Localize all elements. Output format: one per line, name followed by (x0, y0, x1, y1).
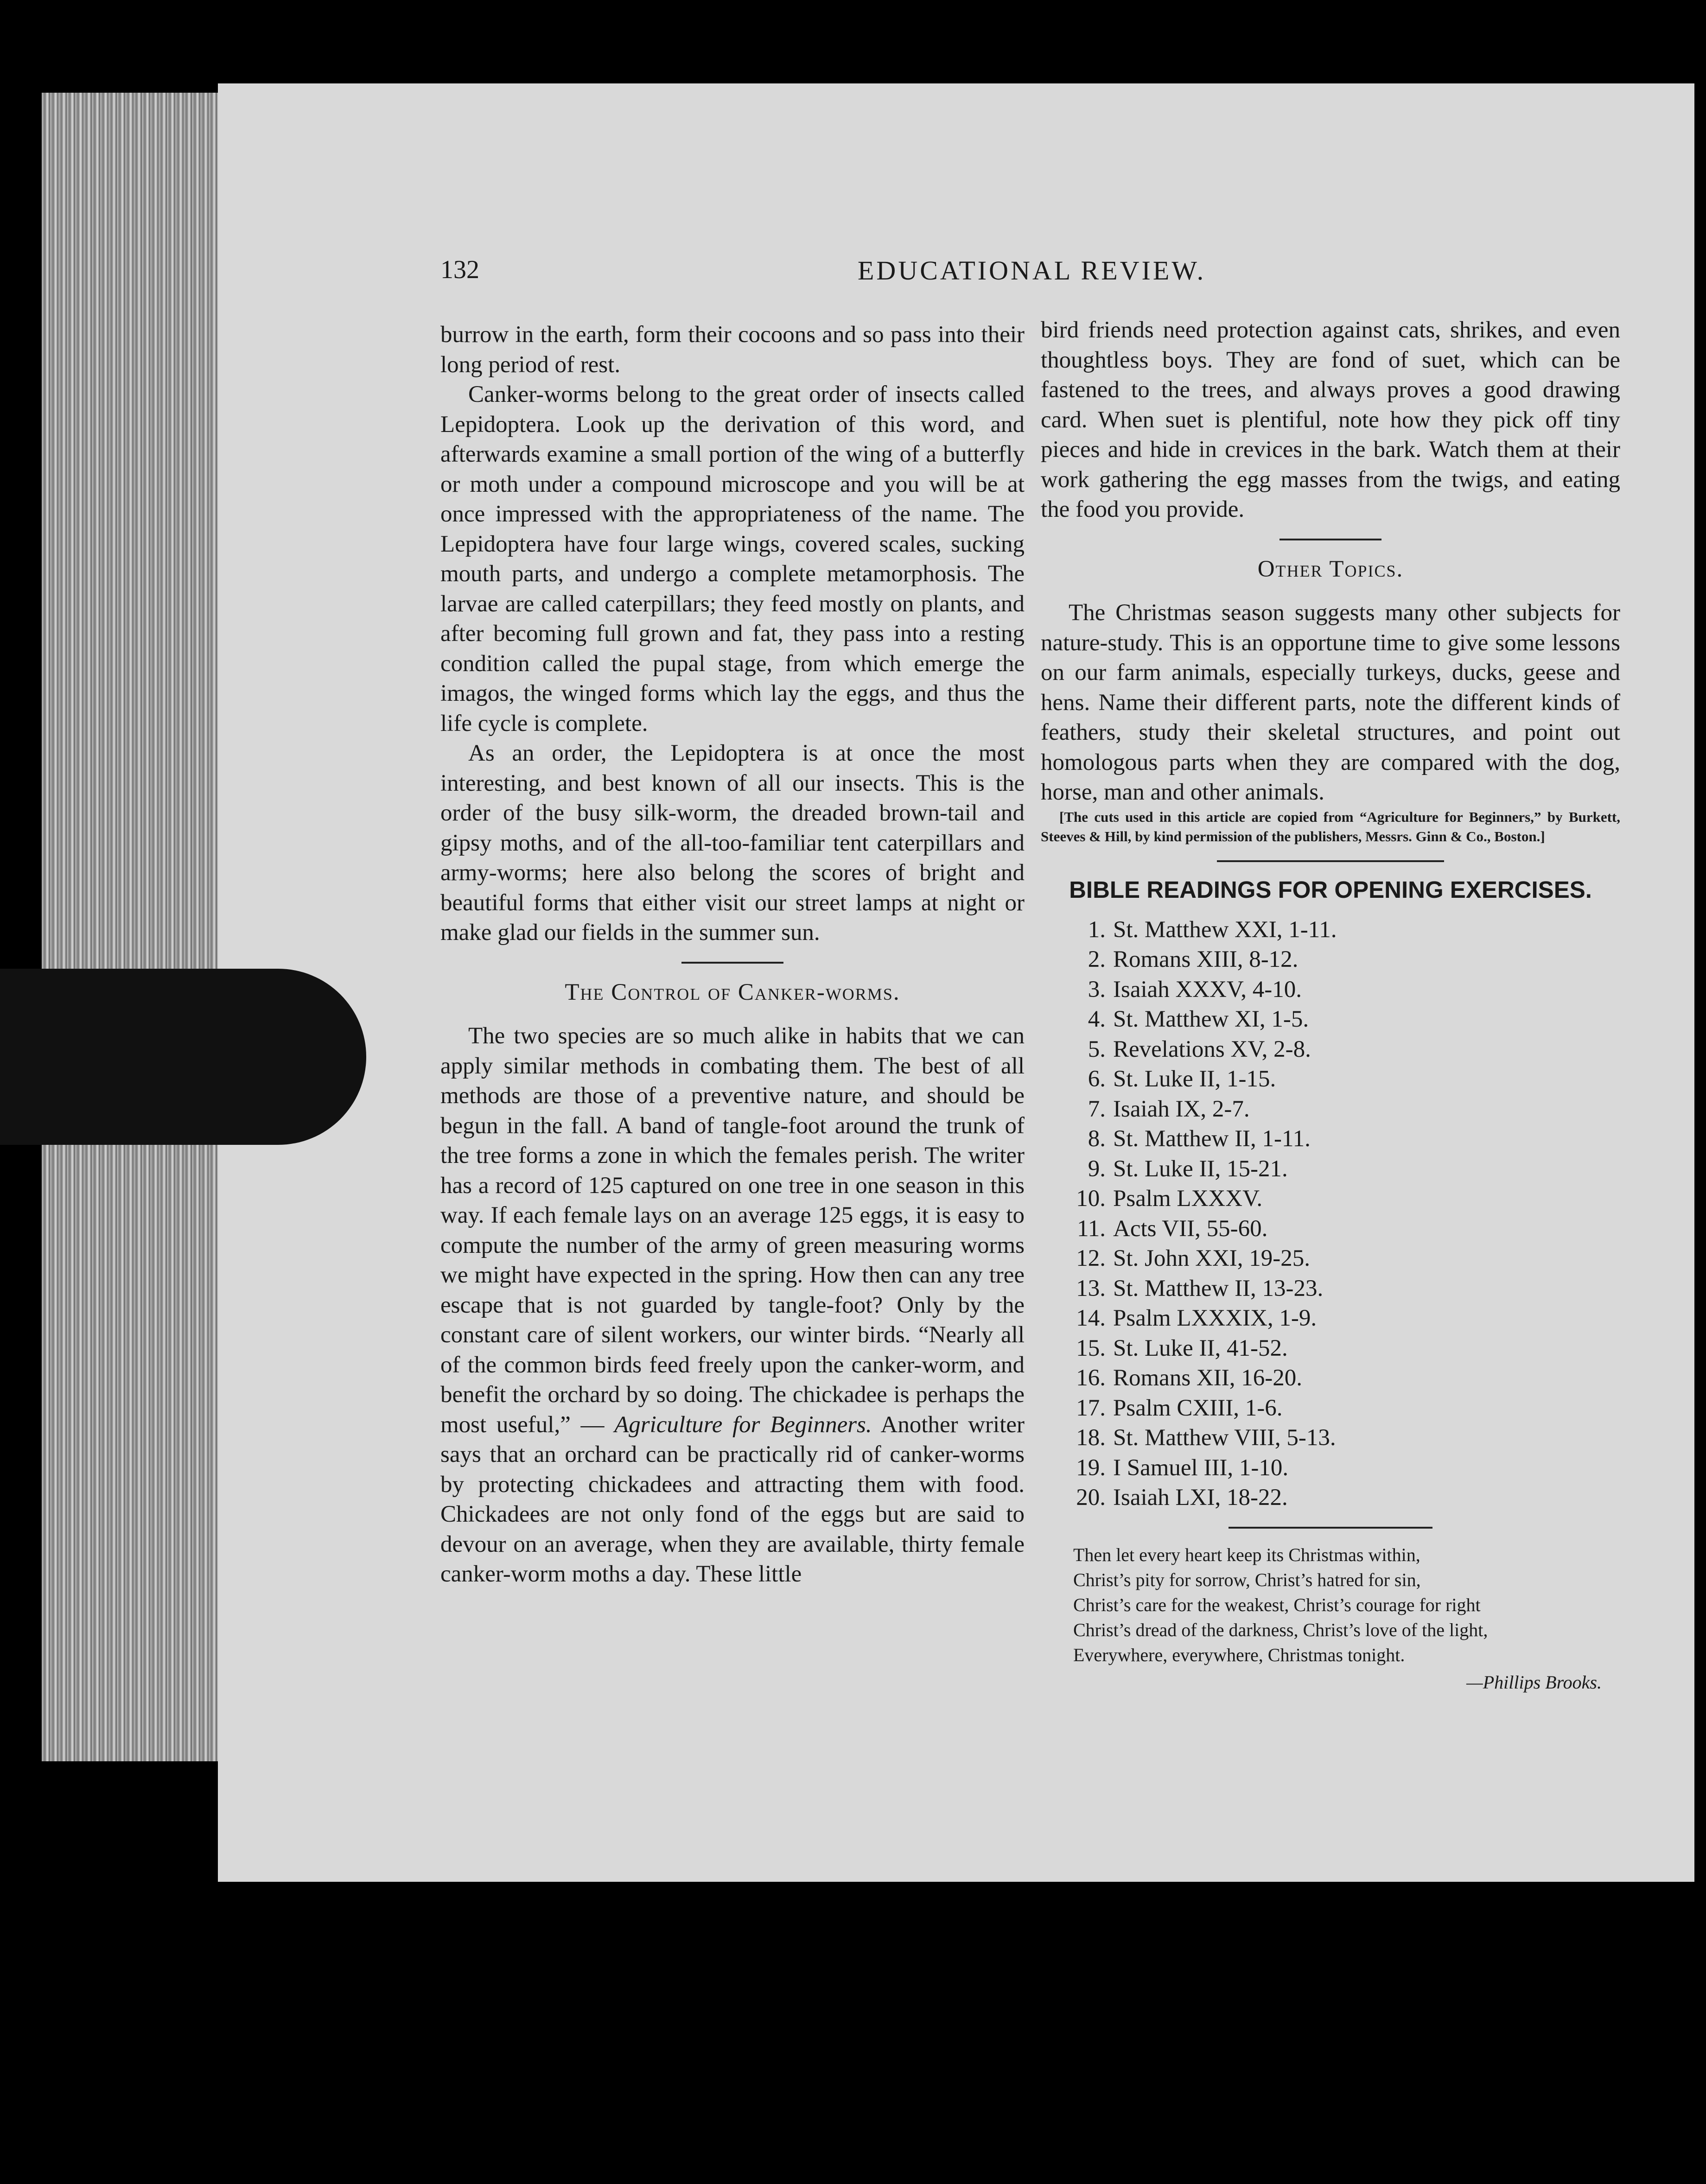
list-item (1059, 1154, 1620, 1184)
list-item (1059, 1094, 1620, 1124)
paragraph: As an order, the Lepidoptera is at once the most interesting, and best known of all our insects. This is the order of the busy silk-worm, the dreaded brown-tail and gipsy moths, and of the all-too-familiar tent caterpillars and army-worms; here also belong the scores of bright and beautiful forms that either visit our street lamps at night or make glad our fields in the summer sun. (440, 740, 1025, 946)
list-item (1059, 1244, 1620, 1274)
item-text: Psalm CXIII, 1-6. (1113, 1395, 1283, 1421)
list-item (1059, 1124, 1620, 1154)
item-number: 9. (1088, 1155, 1106, 1182)
item-text: Psalm LXXXIX, 1-9. (1113, 1305, 1317, 1331)
poem-line: Christ’s pity for sorrow, Christ’s hatred for sin, (1073, 1569, 1421, 1590)
list-item (1059, 1004, 1620, 1035)
poem-line: Everywhere, everywhere, Christmas tonight. (1073, 1644, 1405, 1665)
bible-readings-heading: BIBLE READINGS FOR OPENING EXERCISES. (1069, 876, 1592, 903)
readings-list (1059, 915, 1620, 1513)
list-item (1059, 1453, 1620, 1483)
section-divider (1217, 860, 1444, 862)
item-text: St. Matthew II, 13-23. (1113, 1275, 1324, 1302)
poem-line: Christ’s care for the weakest, Christ’s courage for right (1073, 1594, 1481, 1615)
paragraph (440, 1021, 1025, 1589)
item-number: 13. (1076, 1275, 1106, 1302)
list-item (1059, 1064, 1620, 1094)
item-text: Isaiah IX, 2-7. (1113, 1096, 1250, 1122)
footnote: [The cuts used in this article are copied from “Agriculture for Beginners,” by Burkett, Steeves & Hill, by kind permission of the publishers, Messrs. Ginn & Co., Boston.] (1041, 808, 1620, 844)
item-number: 17. (1076, 1395, 1106, 1421)
item-number: 2. (1088, 946, 1106, 972)
list-item (1059, 1274, 1620, 1304)
item-number: 6. (1088, 1066, 1106, 1092)
list-item (1059, 975, 1620, 1005)
paragraph: bird friends need protection against cats, shrikes, and even thoughtless boys. They are fond of suet, which can be fastened to the trees, and always proves a good drawing card. When suet is plentiful, note how they pick off tiny pieces and hide in crevices in the bark. Watch them at their work gathering the egg masses from the twigs, and eating the food you provide. (1041, 317, 1620, 522)
section-divider (681, 962, 783, 964)
list-item (1059, 1423, 1620, 1453)
list-item (1059, 1184, 1620, 1214)
running-title: EDUCATIONAL REVIEW. (858, 255, 1206, 286)
item-number: 1. (1088, 916, 1106, 943)
item-text: St. Luke II, 41-52. (1113, 1335, 1288, 1361)
list-item (1059, 915, 1620, 945)
item-number: 18. (1076, 1425, 1106, 1451)
item-text: St. Matthew II, 1-11. (1113, 1126, 1311, 1152)
item-number: 5. (1088, 1036, 1106, 1062)
paragraph: burrow in the earth, form their cocoons and so pass into their long period of rest. (440, 322, 1025, 378)
page-number: 132 (440, 255, 479, 284)
book-page-edges (42, 93, 227, 1761)
item-number: 20. (1076, 1485, 1106, 1511)
item-text: Acts VII, 55-60. (1113, 1215, 1268, 1242)
poem-line: Then let every heart keep its Christmas within, (1073, 1544, 1420, 1565)
item-text: St. John XXI, 19-25. (1113, 1245, 1311, 1271)
item-text: I Samuel III, 1-10. (1113, 1454, 1289, 1481)
section-title: The Control of Canker-worms. (565, 979, 900, 1005)
item-text: Psalm LXXXV. (1113, 1186, 1263, 1212)
thumb-shadow (0, 969, 366, 1145)
section-title: Other Topics. (1257, 556, 1404, 582)
list-item (1059, 1483, 1620, 1513)
item-number: 11. (1077, 1215, 1106, 1242)
item-text: St. Matthew XI, 1-5. (1113, 1006, 1309, 1032)
item-number: 3. (1088, 976, 1106, 1003)
item-text: Isaiah XXXV, 4-10. (1113, 976, 1302, 1003)
list-item (1059, 1393, 1620, 1423)
paragraph-text: The two species are so much alike in habits that we can apply similar methods in combating them. The best of all methods are those of a preventive nature, and should be begun in the fall. A band of tangle-foot around the trunk of the tree forms a zone in which the females perish. The writer has a record of 125 captured on one tree in one season in this way. If each female lays on an average 125 eggs, it is easy to compute the number of the army of green measuring worms we might have expected in the spring. How then can any tree escape that is not guarded by tangle-foot? Only by the constant care of silent workers, our winter birds. “Nearly all of the common birds feed freely upon the canker-worm, and benefit the orchard by so doing. The chickadee is perhaps the most useful,” — (440, 1023, 1025, 1438)
paragraph: Canker-worms belong to the great order of insects called Lepidoptera. Look up the derivation of this word, and afterwards examine a small portion of the wing of a butterfly or moth under a compound microscope and you will be at once impressed with the appropriateness of the name. The Lepidoptera have four large wings, covered scales, sucking mouth parts, and undergo a complete metamorphosis. The larvae are called caterpillars; they feed mostly on plants, and after becoming full grown and fat, they pass into a resting condition called the pupal stage, from which emerge the imagos, the winged forms which lay the eggs, and thus the life cycle is complete. (440, 381, 1025, 736)
item-text: St. Matthew XXI, 1-11. (1113, 916, 1337, 943)
list-item (1059, 1035, 1620, 1065)
section-divider (1280, 539, 1381, 540)
item-number: 12. (1076, 1245, 1106, 1271)
section-divider (1229, 1527, 1432, 1529)
item-number: 15. (1076, 1335, 1106, 1361)
right-column (1041, 315, 1620, 1697)
item-text: St. Matthew VIII, 5-13. (1113, 1425, 1336, 1451)
poem (1041, 1543, 1620, 1668)
list-item (1059, 1333, 1620, 1364)
paragraph: The Christmas season suggests many other subjects for nature-study. This is an opportune time to give some lessons on our farm animals, especially turkeys, ducks, geese and hens. Name their different parts, note the different kinds of feathers, study their skeletal structures, and point out homologous parts when they are compared with the dog, horse, man and other animals. (1041, 600, 1620, 805)
item-text: St. Luke II, 15-21. (1113, 1155, 1288, 1182)
poem-attribution: —Phillips Brooks. (1466, 1671, 1602, 1693)
poem-line: Christ’s dread of the darkness, Christ’s love of the light, (1073, 1619, 1488, 1640)
page-header (440, 255, 1627, 297)
item-number: 10. (1076, 1186, 1106, 1212)
item-text: St. Luke II, 1-15. (1113, 1066, 1276, 1092)
citation: Agriculture for Beginners. (614, 1411, 872, 1438)
item-text: Romans XIII, 8-12. (1113, 946, 1299, 972)
item-text: Isaiah LXI, 18-22. (1113, 1485, 1288, 1511)
list-item (1059, 1303, 1620, 1333)
item-number: 14. (1076, 1305, 1106, 1331)
list-item (1059, 1363, 1620, 1393)
item-text: Romans XII, 16-20. (1113, 1365, 1302, 1391)
item-text: Revelations XV, 2-8. (1113, 1036, 1311, 1062)
list-item (1059, 1214, 1620, 1244)
item-number: 7. (1088, 1096, 1106, 1122)
item-number: 16. (1076, 1365, 1106, 1391)
list-item (1059, 945, 1620, 975)
item-number: 19. (1076, 1454, 1106, 1481)
item-number: 8. (1088, 1126, 1106, 1152)
left-column (440, 320, 1025, 1589)
item-number: 4. (1088, 1006, 1106, 1032)
paragraph-text: Another writer says that an orchard can be practically rid of canker-worms by protecting chickadees and attracting them with food. Chickadees are not only fond of the eggs but are said to devour on an average, when they are available, thirty female canker-worm moths a day. These little (440, 1411, 1025, 1587)
